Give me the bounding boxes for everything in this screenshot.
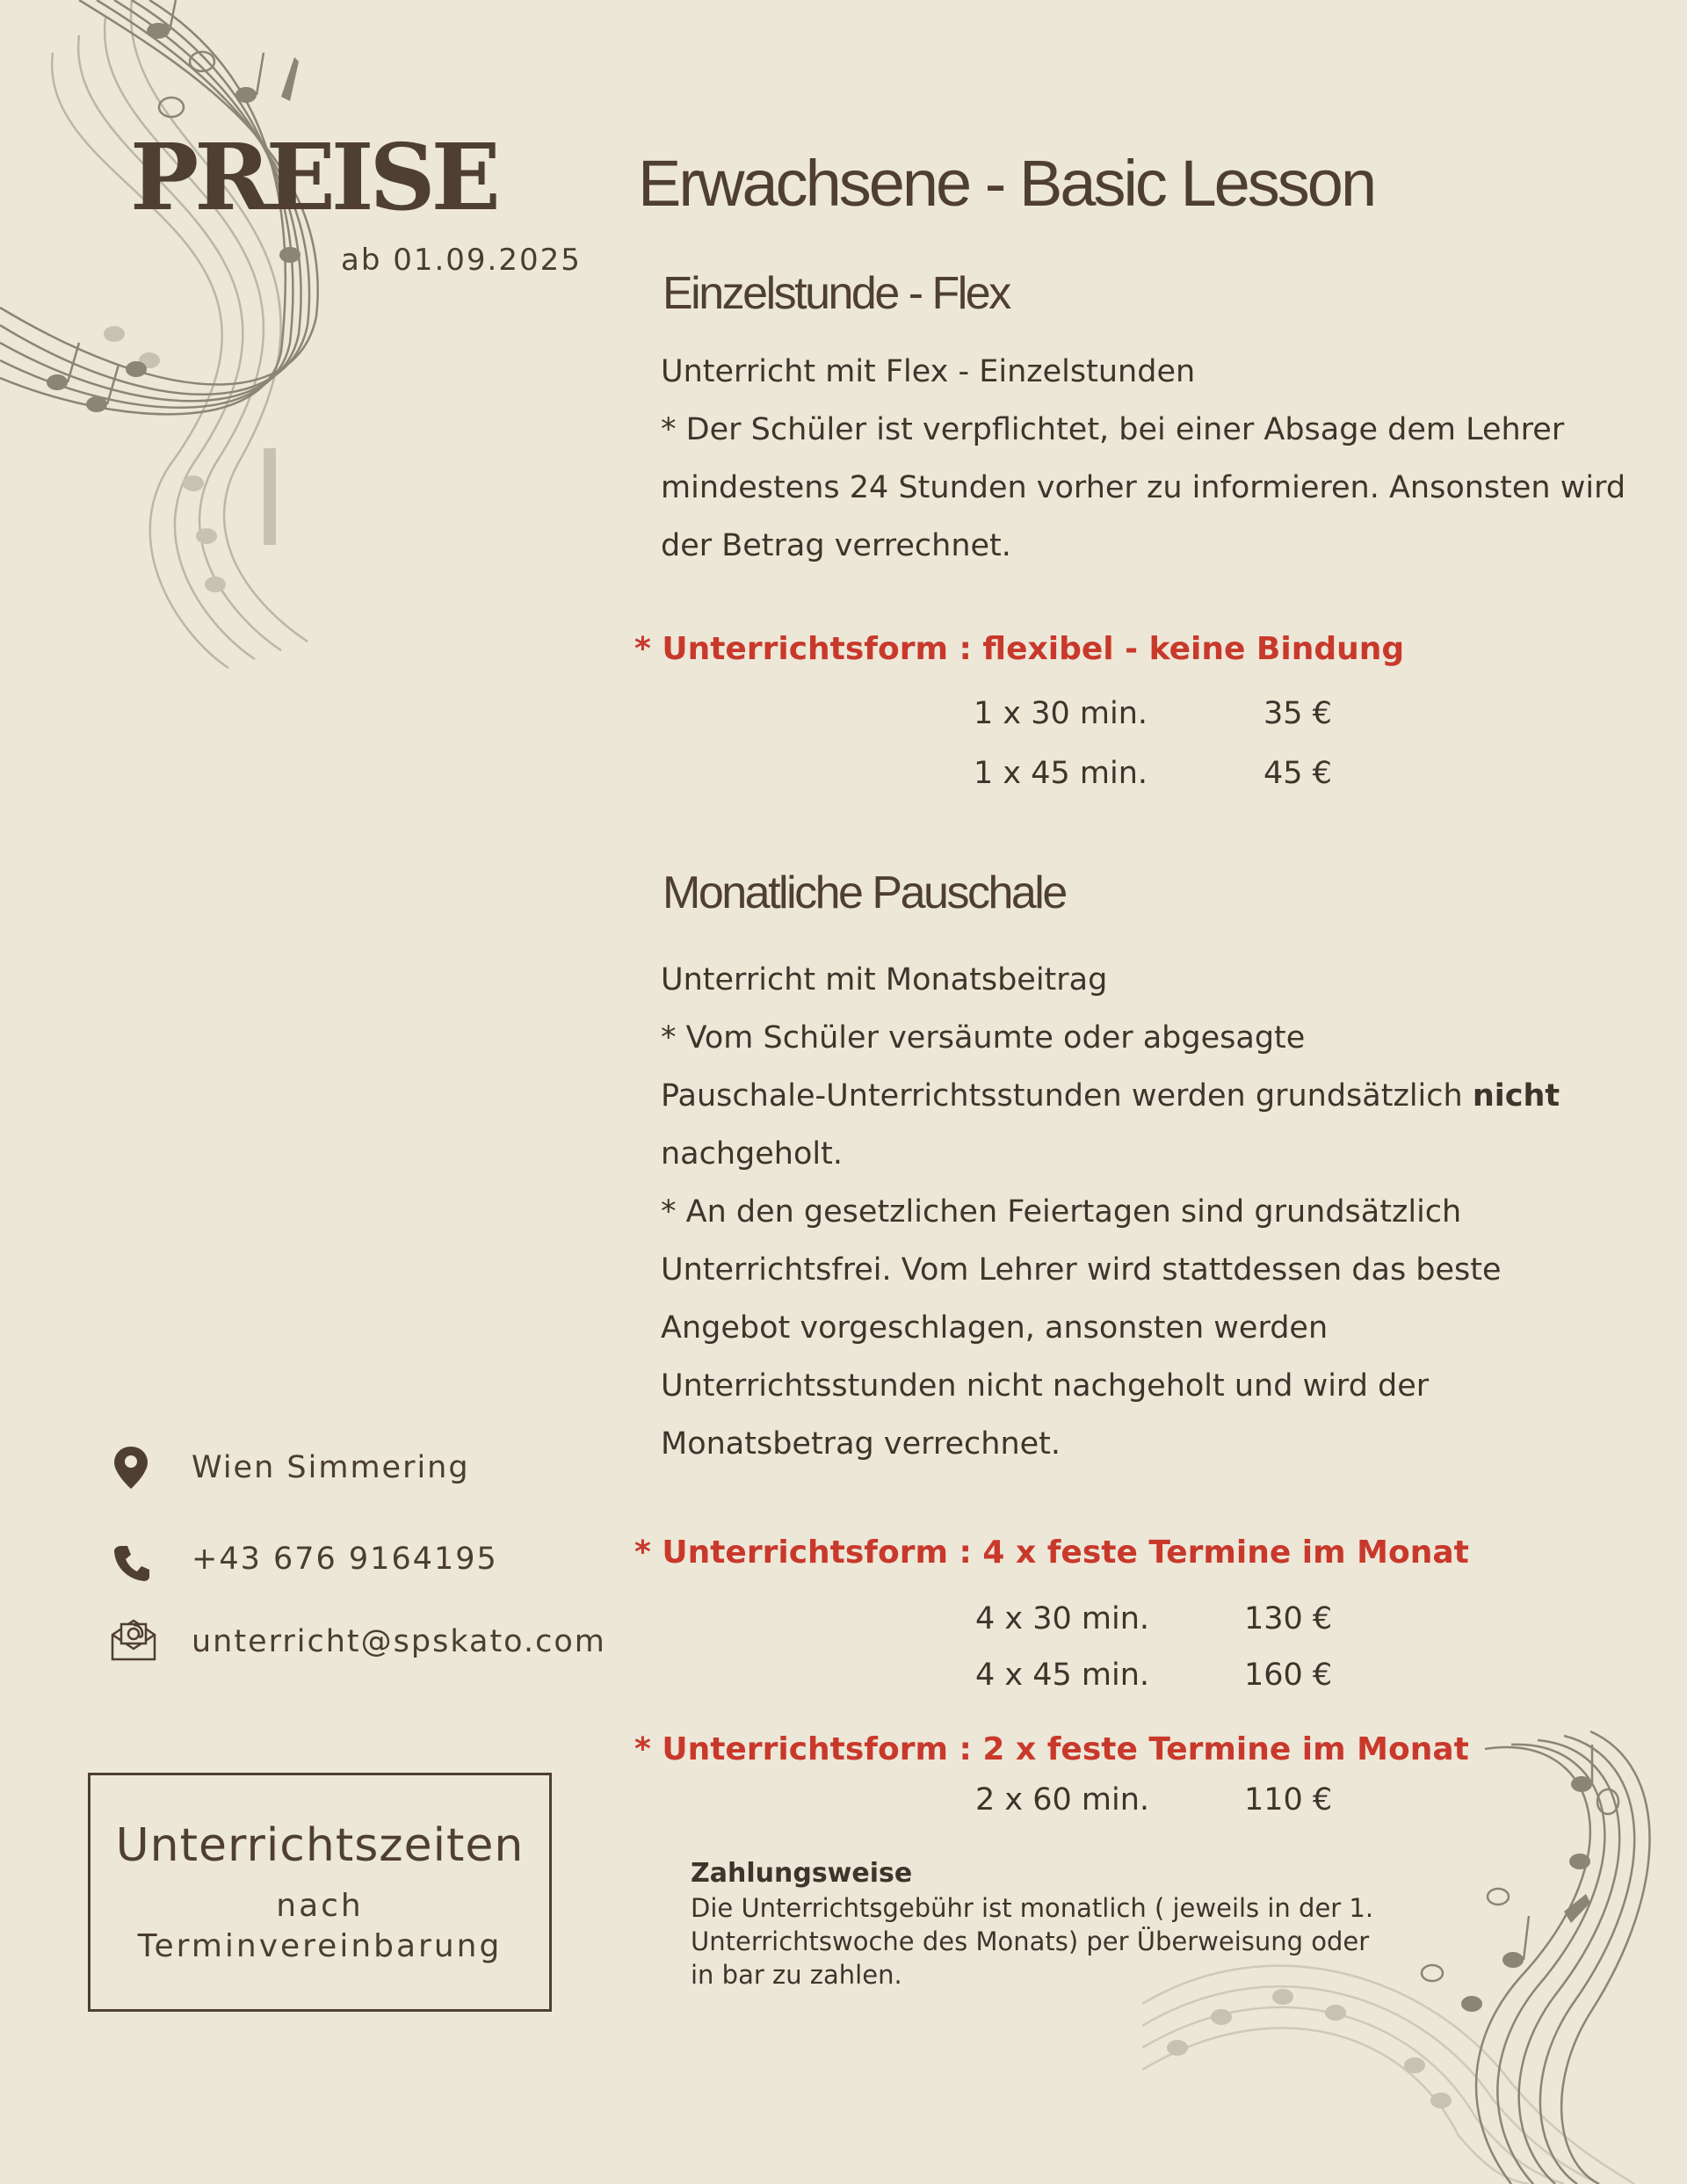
monthly-line: Monatsbetrag verrechnet.	[661, 1426, 1061, 1462]
contact-email[interactable]: unterricht@spskato.com	[192, 1624, 606, 1659]
payment-text	[691, 1891, 1429, 1992]
monthly-line: Unterrichtsstunden nicht nachgeholt und wird der	[661, 1368, 1430, 1404]
monthly-line: Unterricht mit Monatsbeitrag	[661, 962, 1108, 998]
lesson-hours-box	[88, 1773, 552, 2012]
price-amount: 35 €	[1263, 696, 1332, 731]
monthly-line: nachgeholt.	[661, 1136, 843, 1172]
monthly-subheading: Monatliche Pauschale	[662, 867, 1066, 918]
contact-location: Wien Simmering	[192, 1450, 470, 1485]
monthly-line: Angebot vorgeschlagen, ansonsten werden	[661, 1310, 1329, 1346]
hours-title: Unterrichtszeiten	[115, 1819, 525, 1872]
hours-subtitle: nach	[276, 1888, 364, 1924]
monthly-line: Unterrichtsfrei. Vom Lehrer wird stattdessen das beste	[661, 1252, 1502, 1288]
form2-label: * Unterrichtsform : 2 x feste Termine im Monat	[634, 1731, 1469, 1767]
price-amount: 160 €	[1244, 1658, 1333, 1693]
flex-form-label: * Unterrichtsform : flexibel - keine Bindung	[634, 631, 1405, 667]
price-duration: 4 x 30 min.	[975, 1601, 1150, 1636]
form4-label: * Unterrichtsform : 4 x feste Termine im Monat	[634, 1535, 1469, 1571]
payment-title: Zahlungsweise	[691, 1858, 913, 1889]
flex-line: Unterricht mit Flex - Einzelstunden	[661, 354, 1196, 389]
monthly-line: * An den gesetzlichen Feiertagen sind grundsätzlich	[661, 1194, 1462, 1230]
flex-description	[661, 343, 1636, 575]
price-duration: 1 x 45 min.	[974, 756, 1148, 791]
flex-subheading: Einzelstunde - Flex	[662, 268, 1010, 319]
payment-line: Unterrichtswoche des Monats) per Überweisung oder	[691, 1926, 1370, 1956]
price-amount: 130 €	[1244, 1601, 1333, 1636]
flex-line: mindestens 24 Stunden vorher zu informieren. Ansonsten wird	[661, 470, 1626, 505]
phone-icon[interactable]	[112, 1543, 151, 1582]
price-duration: 4 x 45 min.	[975, 1658, 1150, 1693]
email-envelope-icon[interactable]	[109, 1617, 158, 1663]
price-duration: 1 x 30 min.	[974, 696, 1148, 731]
monthly-description	[661, 951, 1636, 1473]
valid-from-date: ab 01.09.2025	[341, 243, 582, 278]
flex-line: der Betrag verrechnet.	[661, 528, 1011, 563]
price-amount: 110 €	[1244, 1782, 1333, 1818]
payment-line: Die Unterrichtsgebühr ist monatlich ( jeweils in der 1.	[691, 1893, 1374, 1923]
monthly-line-text: Pauschale-Unterrichtsstunden werden grundsätzlich	[661, 1078, 1473, 1114]
main-heading: Erwachsene - Basic Lesson	[638, 147, 1375, 220]
flex-line: * Der Schüler ist verpflichtet, bei einer Absage dem Lehrer	[661, 412, 1565, 447]
payment-line: in bar zu zahlen.	[691, 1960, 902, 1990]
contact-phone[interactable]: +43 676 9164195	[192, 1542, 498, 1577]
price-amount: 45 €	[1263, 756, 1332, 791]
music-staff-decoration-top-left	[0, 0, 378, 686]
monthly-line: * Vom Schüler versäumte oder abgesagte	[661, 1020, 1306, 1056]
hours-subtitle: Terminvereinbarung	[137, 1928, 503, 1964]
monthly-line	[661, 1067, 1636, 1125]
monthly-line-bold: nicht	[1472, 1078, 1560, 1114]
location-pin-icon	[111, 1445, 151, 1491]
price-duration: 2 x 60 min.	[975, 1782, 1150, 1818]
page-title: PREISE	[130, 123, 496, 231]
